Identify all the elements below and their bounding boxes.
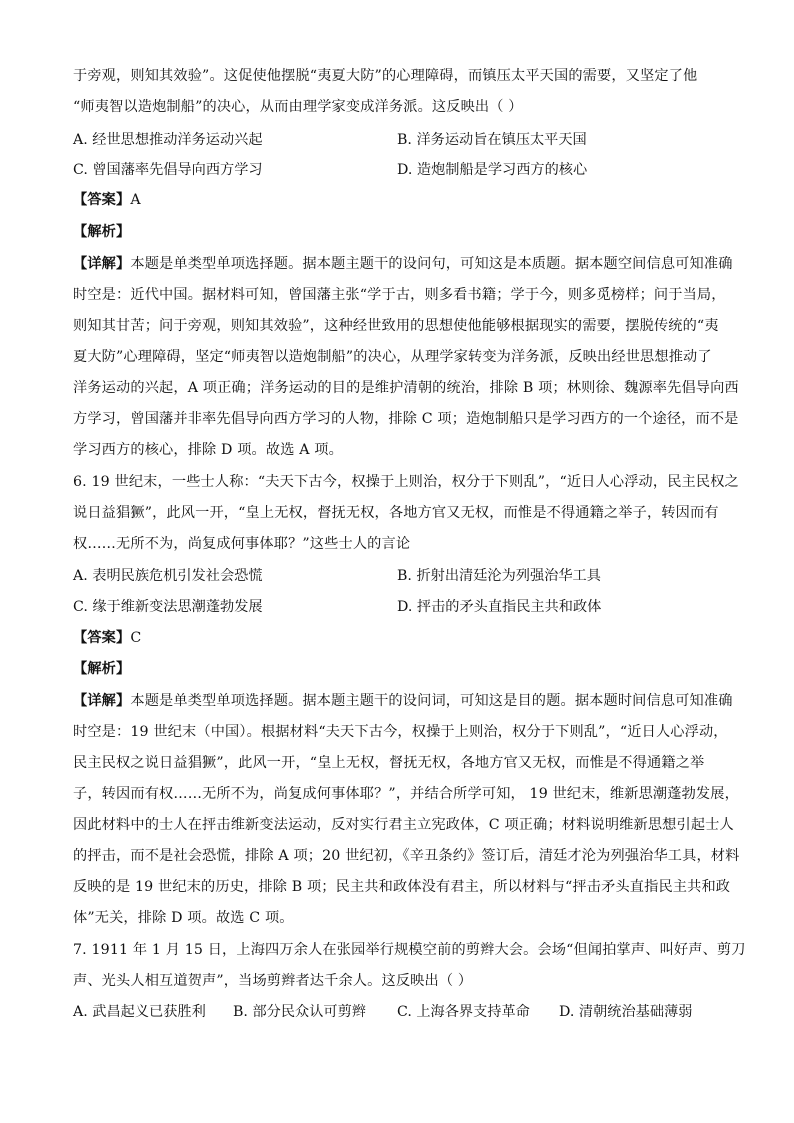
- q6-detail-line-7: 反映的是 19 世纪末的历史，排除 B 项；民主共和政体没有君主，所以材料与“抨击矛头直指民主共和政: [73, 879, 731, 895]
- q5-analysis-tag: 【解析】: [73, 224, 131, 240]
- q5-detail-line-6: 方学习，曾国藩并非率先倡导向西方学习的人物，排除 C 项；造炮制船只是学习西方的一个途径，而不是: [73, 411, 739, 427]
- q6-detail-line-8: 体”无关，排除 D 项。故选 C 项。: [73, 910, 294, 926]
- q5-detail-line-7: 学习西方的核心，排除 D 项。故选 A 项。: [73, 442, 343, 458]
- q6-stem-line-1: 6. 19 世纪末，一些士人称：“夫天下古今，权操于上则治，权分于下则乱”，“近日人心浮动，民主民权之: [73, 474, 739, 490]
- q6-detail-line-6: 的抨击，而不是社会恐慌，排除 A 项；20 世纪初，《辛丑条约》签订后，清廷才沦为列强治华工具，材料: [73, 848, 740, 864]
- q5-answer-value: A: [130, 192, 141, 208]
- q5-stem-line-1: 于旁观，则知其效验”。这促使他摆脱“夷夏大防”的心理障碍，而镇压太平天国的需要，又坚定了他: [73, 68, 698, 84]
- q5-option-d: D. 造炮制船是学习西方的核心: [397, 162, 588, 178]
- q5-analysis-heading: [73, 222, 723, 242]
- q5-detail-line-5: 洋务运动的兴起，A 项正确；洋务运动的目的是维护清朝的统治，排除 B 项；林则徐、魏源率先倡导向西: [73, 380, 739, 396]
- q5-detail-line-2: 时空是：近代中国。据材料可知，曾国藩主张“学于古，则多看书籍；学于今，则多觅榜样；问于当局，: [73, 287, 726, 303]
- q5-detail-line-4: 夏大防”心理障碍，坚定“师夷智以造炮制船”的决心，从理学家转变为洋务派，反映出经世思想推动了: [73, 349, 712, 365]
- q7-stem-line-1: 7. 1911 年 1 月 15 日，上海四万余人在张园举行规模空前的剪辫大会。会场“但闻拍掌声、叫好声、剪刀: [73, 942, 746, 958]
- q7-option-c: C. 上海各界支持革命: [397, 1004, 530, 1020]
- q6-detail-text-1: 本题是单类型单项选择题。据本题主题干的设问词，可知这是目的题。据本题时间信息可知准确: [130, 693, 733, 709]
- q5-option-c: C. 曾国藩率先倡导向西方学习: [73, 162, 263, 178]
- q6-option-b: B. 折射出清廷沦为列强治华工具: [397, 568, 601, 584]
- q6-stem-line-2: 说日益猖獗”，此风一开，“皇上无权，督抚无权，各地方官又无权，而惟是不得通籍之举子，转因而有: [73, 505, 719, 521]
- q6-answer-value: C: [130, 630, 142, 646]
- q6-option-a: A. 表明民族危机引发社会恐慌: [73, 568, 263, 584]
- q6-detail-tag: 【详解】: [73, 693, 131, 709]
- q5-option-b: B. 洋务运动旨在镇压太平天国: [397, 132, 587, 148]
- q5-detail-text-1: 本题是单类型单项选择题。据本题主题干的设问句，可知这是本质题。据本题空间信息可知准确: [130, 256, 733, 272]
- q6-detail-line-5: 因此材料中的士人在抨击维新变法运动，反对实行君主立宪政体，C 项正确；材料说明维新思想引起士人: [73, 817, 734, 833]
- q6-detail-line-3: 民主民权之说日益猖獗”，此风一开，“皇上无权，督抚无权，各地方官又无权，而惟是不得通籍之举: [73, 755, 705, 771]
- q5-detail-line-1: [73, 254, 733, 274]
- q6-analysis-tag: 【解析】: [73, 661, 131, 677]
- q7-stem-line-2: 声、光头人相互道贺声”，当场剪辫者达千余人。这反映出（ ）: [73, 973, 473, 989]
- q5-answer-tag: 【答案】: [73, 192, 131, 208]
- q5-stem-line-2: “师夷智以造炮制船”的决心，从而由理学家变成洋务派。这反映出（ ）: [73, 99, 523, 115]
- q6-detail-line-1: [73, 691, 733, 711]
- q5-detail-line-3: 则知其甘苦；问于旁观，则知其效验”，这种经世致用的思想使他能够根据现实的需要，摆脱传统的“夷: [73, 318, 719, 334]
- q6-stem-line-3: 权……无所不为，尚复成何事体耶？”这些士人的言论: [73, 536, 411, 552]
- q6-option-c: C. 缘于维新变法思潮蓬勃发展: [73, 599, 263, 615]
- q6-option-d: D. 抨击的矛头直指民主共和政体: [397, 599, 602, 615]
- q5-detail-tag: 【详解】: [73, 256, 131, 272]
- q6-detail-line-4: 子，转因而有权……无所不为，尚复成何事体耶？”，并结合所学可知， 19 世纪末，维新思潮蓬勃发展，: [73, 786, 739, 802]
- q5-option-a: A. 经世思想推动洋务运动兴起: [73, 132, 263, 148]
- q5-answer: [73, 190, 723, 210]
- q7-option-d: D. 清朝统治基础薄弱: [559, 1004, 693, 1020]
- q6-analysis-heading: [73, 659, 723, 679]
- q7-option-b: B. 部分民众认可剪辫: [233, 1004, 366, 1020]
- q6-answer: [73, 628, 723, 648]
- q6-answer-tag: 【答案】: [73, 630, 131, 646]
- q7-option-a: A. 武昌起义已获胜利: [73, 1004, 206, 1020]
- q6-detail-line-2: 时空是：19 世纪末（中国）。根据材料“夫天下古今，权操于上则治，权分于下则乱”，“近日人心浮动，: [73, 724, 728, 740]
